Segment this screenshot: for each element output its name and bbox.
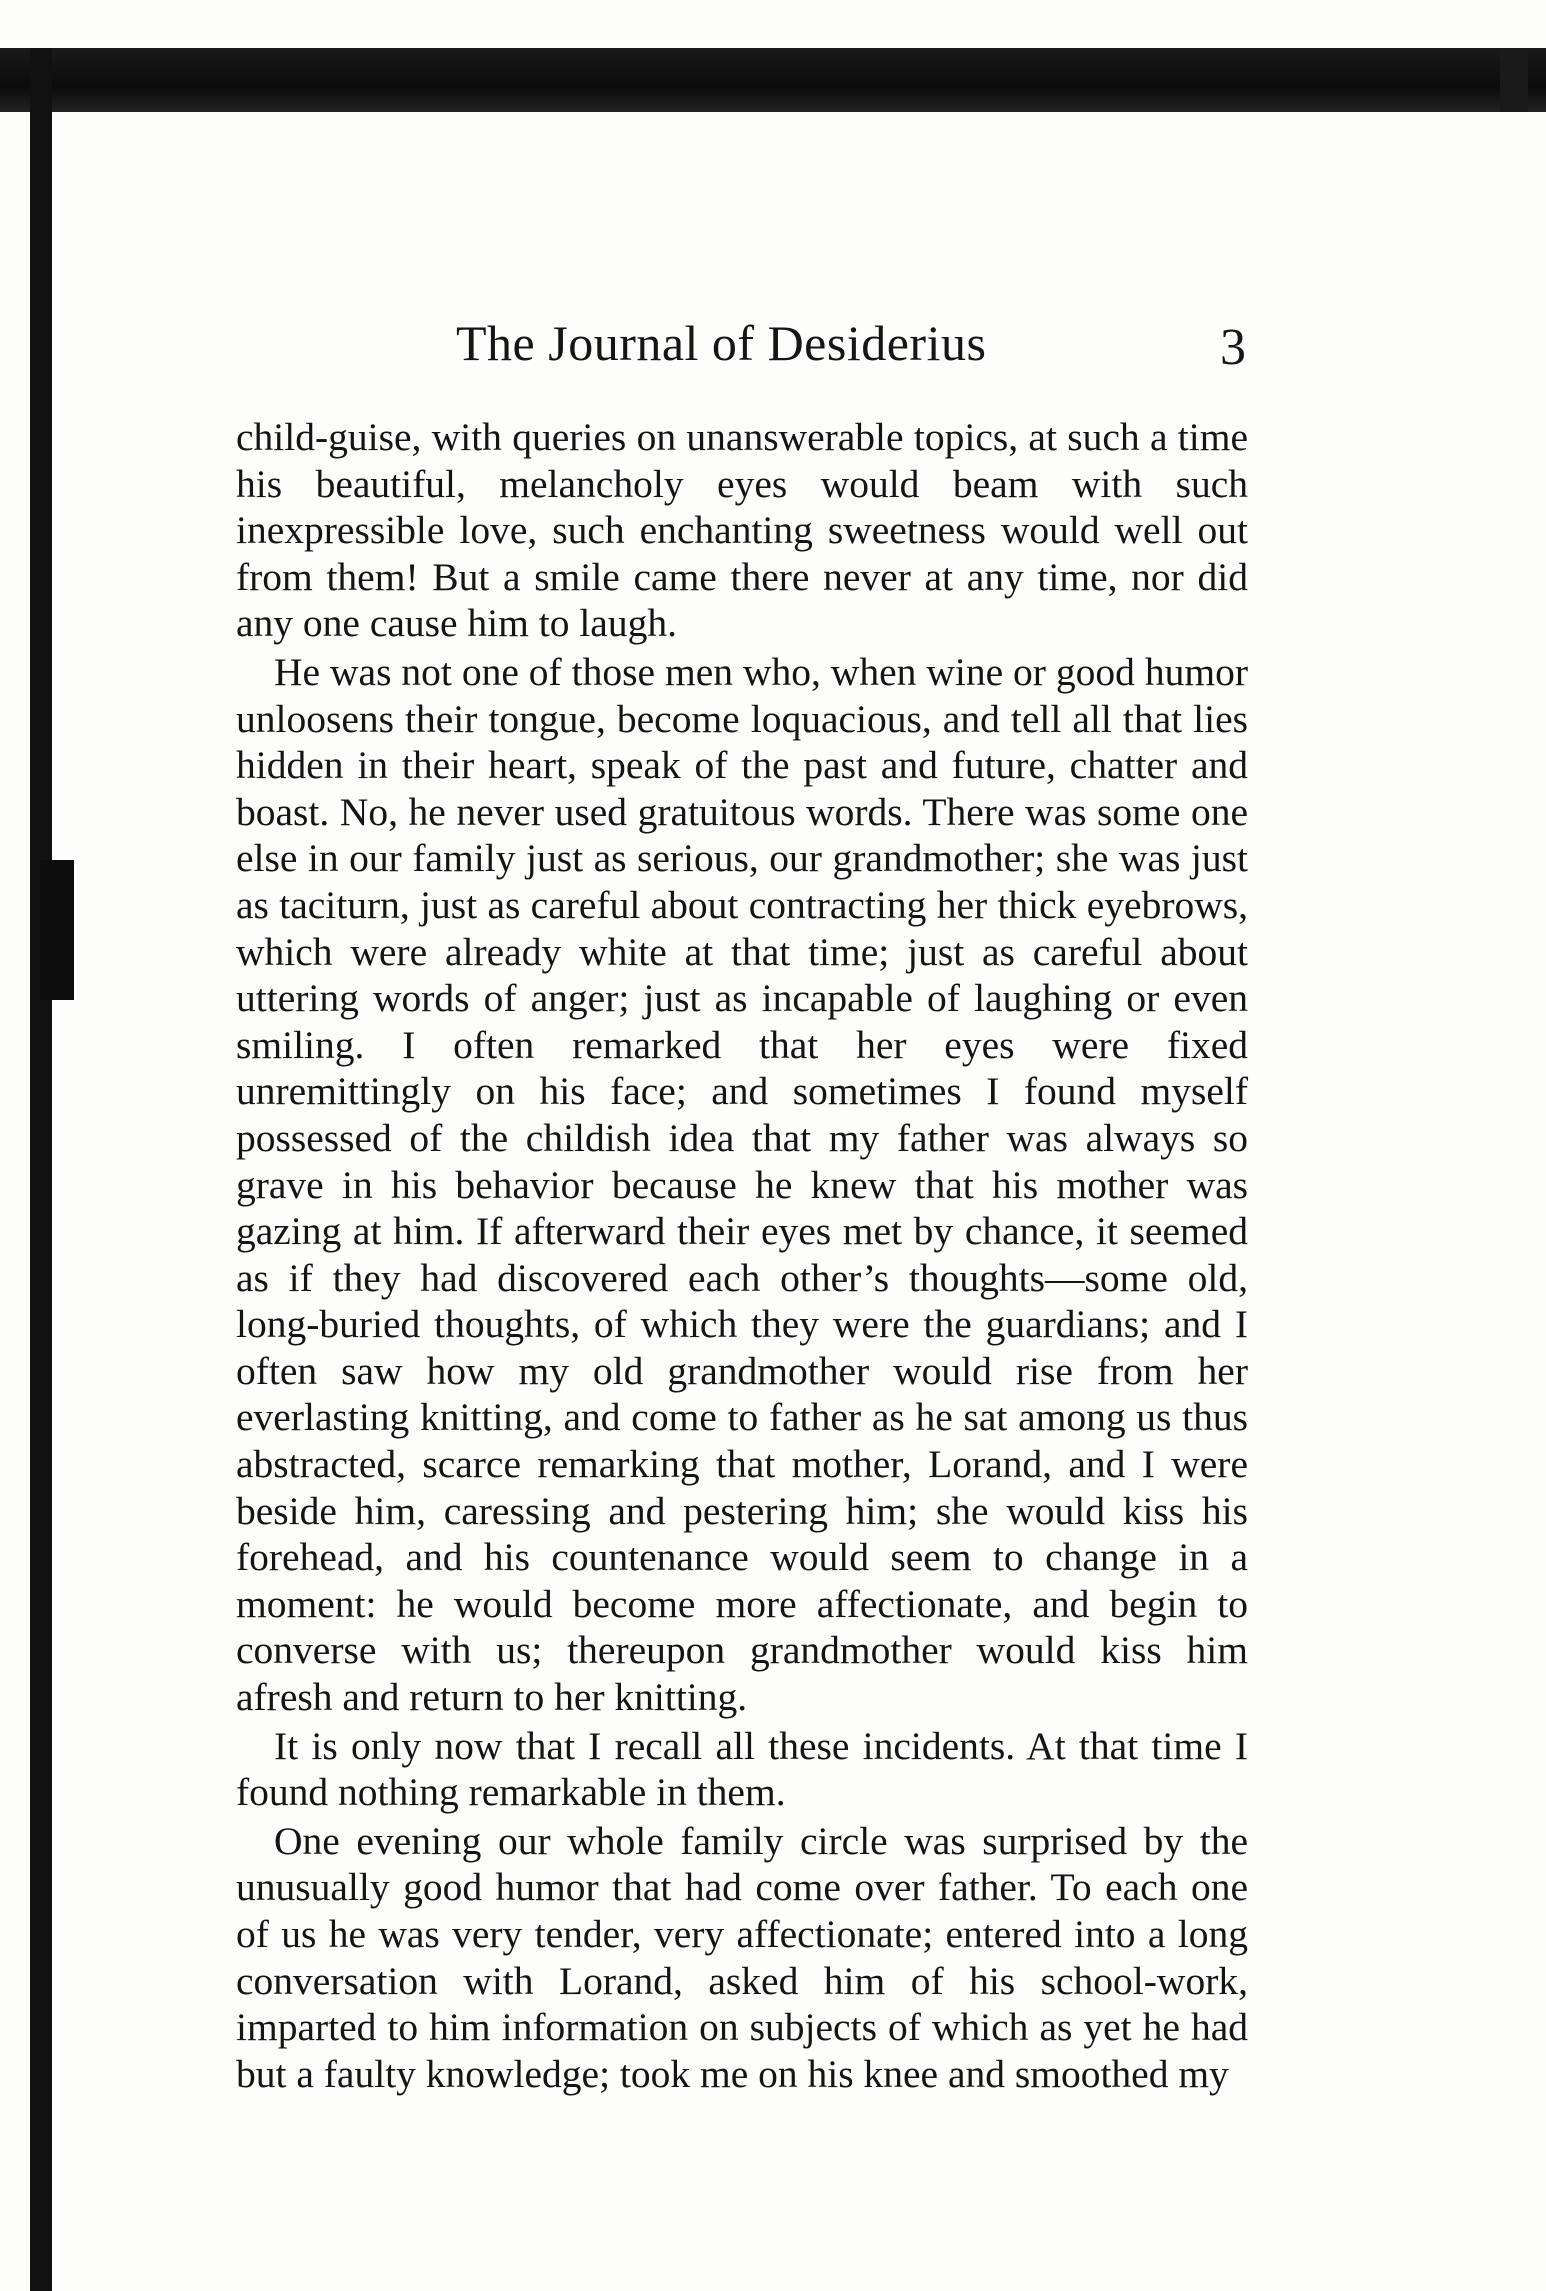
running-head (236, 314, 1246, 374)
running-title: The Journal of Desiderius (456, 315, 987, 371)
scan-binding-shadow (40, 860, 74, 1000)
paragraph-3: It is only now that I recall all these incidents. At that time I found nothing remarkable in them. (236, 1723, 1248, 1815)
scan-right-corner (1500, 48, 1528, 112)
paragraph-2: He was not one of those men who, when wine or good humor unloosens their tongue, become loquacious, and tell all that lies hidden in their heart, speak of the past and future, chatter and boast. No, he never used gratuitous words. There was some one else in our family just as serious, our grandmother; she was just as taciturn, just as careful about contracting her thick eyebrows, which were already white at that time; just as careful about uttering words of anger; just as incapable of laughing or even smiling. I often remarked that her eyes were fixed unremittingly on his face; and sometimes I found myself possessed of the childish idea that my father was always so grave in his behavior because he knew that his mother was gazing at him. If afterward their eyes met by chance, it seemed as if they had discovered each other’s thoughts—some old, long-buried thoughts, of which they were the guardians; and I often saw how my old grandmother would rise from her everlasting knitting, and come to father as he sat among us thus abstracted, scarce remarking that mother, Lorand, and I were beside him, caressing and pestering him; she would kiss his forehead, and his countenance would seem to change in a moment: he would become more affectionate, and begin to converse with us; thereupon grandmother would kiss him afresh and return to her knitting. (236, 649, 1248, 1720)
scan-left-border (30, 48, 52, 2291)
body-text (236, 414, 1248, 2097)
paragraph-4: One evening our whole family circle was surprised by the unusually good humor that had come over father. To each one of us he was very tender, very affectionate; entered into a long conversation with Lorand, asked him of his school-work, imparted to him information on subjects of which as yet he had but a faulty knowledge; took me on his knee and smoothed my (236, 1818, 1248, 2096)
scan-top-border (0, 48, 1546, 112)
page-number: 3 (1220, 319, 1246, 376)
paragraph-1: child-guise, with queries on unanswerable topics, at such a time his beautiful, melancholy eyes would beam with such inexpressible love, such enchanting sweetness would well out from them! But a smile came there never at any time, nor did any one cause him to laugh. (236, 415, 1248, 646)
